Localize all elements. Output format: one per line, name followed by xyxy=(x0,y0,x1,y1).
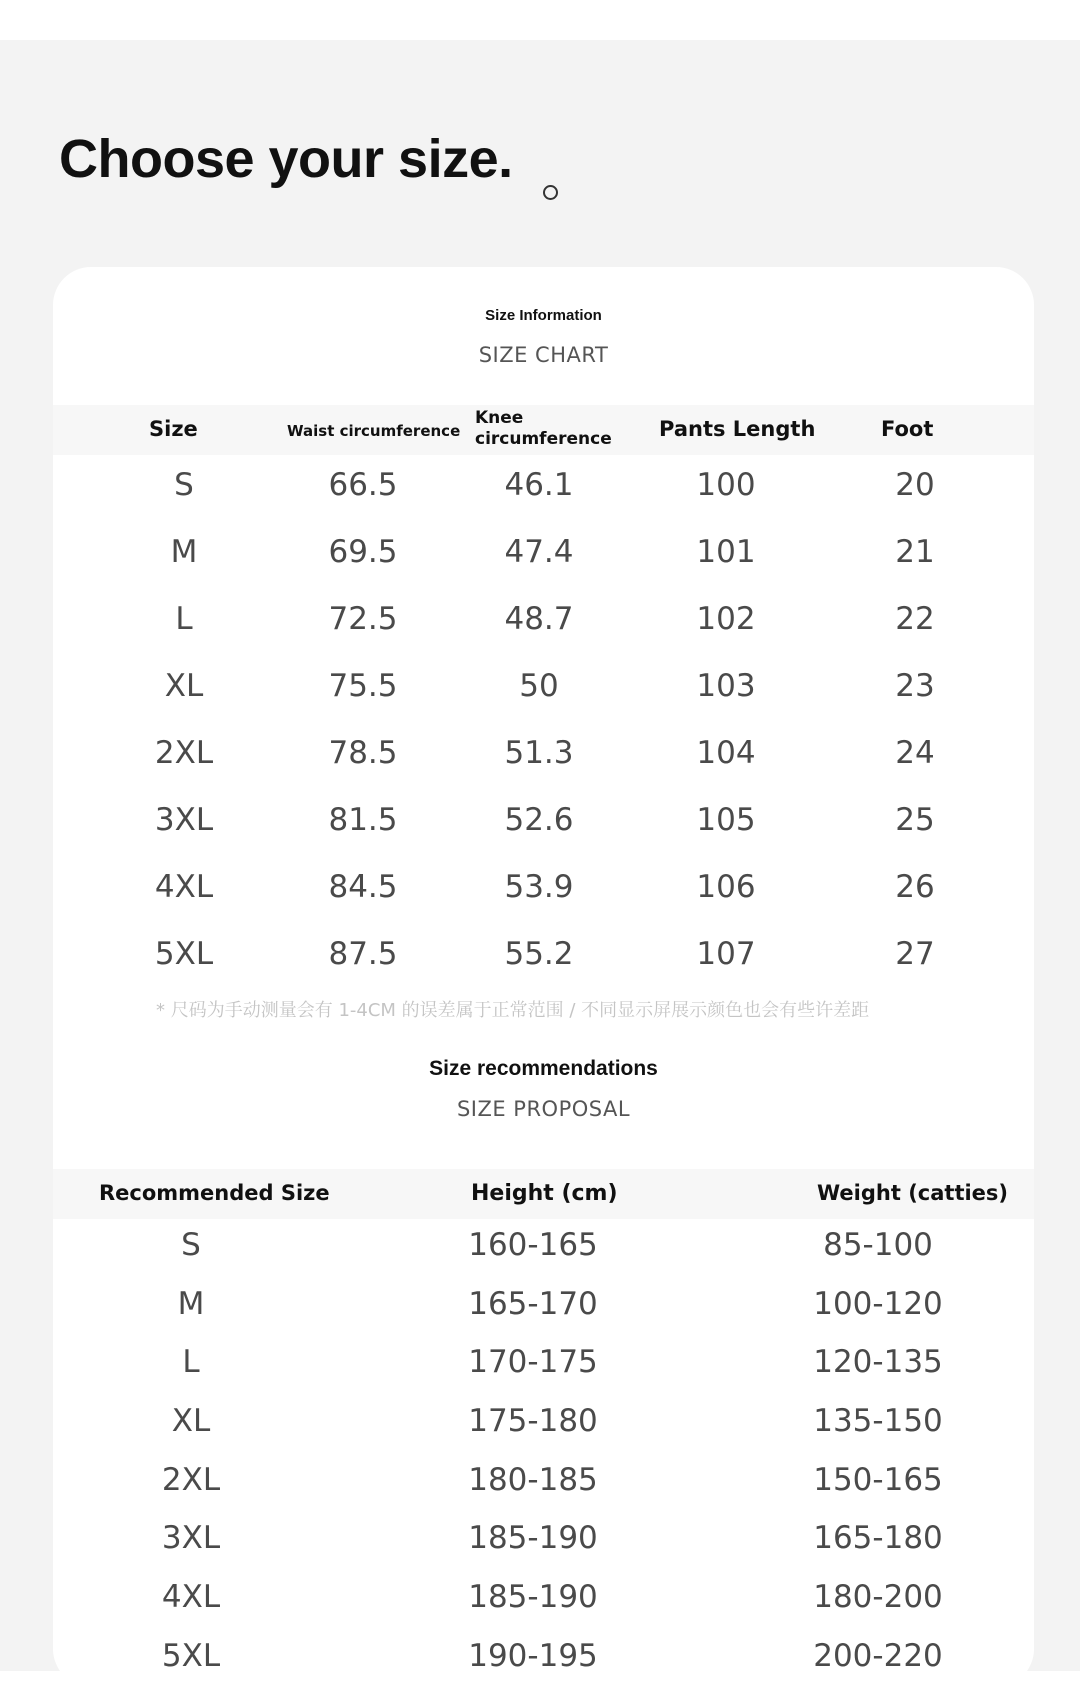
table-row xyxy=(53,1344,1034,1403)
table-row xyxy=(53,869,1034,936)
recommendations-subtitle: SIZE PROPOSAL xyxy=(456,1097,631,1121)
cell-foot: 20 xyxy=(895,467,935,503)
cell-knee: 51.3 xyxy=(504,735,574,771)
cell-waist: 84.5 xyxy=(328,869,398,905)
header-foot: Foot xyxy=(881,417,934,441)
header-knee-line2: circumference xyxy=(475,429,612,449)
cell-weight: 85-100 xyxy=(823,1227,933,1263)
cell-foot: 24 xyxy=(895,735,935,771)
cell-size: 2XL xyxy=(154,735,214,771)
cell-length: 104 xyxy=(696,735,756,771)
cell-waist: 69.5 xyxy=(328,534,398,570)
cell-weight: 180-200 xyxy=(813,1579,943,1616)
table-row xyxy=(53,1403,1034,1462)
cell-knee: 52.6 xyxy=(504,802,574,838)
cell-waist: 75.5 xyxy=(328,668,398,704)
cell-length: 105 xyxy=(696,802,756,838)
cell-height: 185-190 xyxy=(468,1579,598,1616)
cell-length: 106 xyxy=(696,869,756,905)
size-chart-header xyxy=(53,405,1034,455)
cell-height: 175-180 xyxy=(468,1403,598,1440)
table-row xyxy=(53,735,1034,802)
cell-waist: 87.5 xyxy=(328,936,398,972)
cell-weight: 135-150 xyxy=(813,1403,943,1440)
cell-recommended-size: 2XL xyxy=(161,1461,221,1498)
cell-recommended-size: 3XL xyxy=(161,1520,221,1557)
measurement-note: * 尺码为手动测量会有 1-4CM 的误差属于正常范围 / 不同显示屏展示颜色也会有些许差距 xyxy=(156,1000,870,1021)
cell-recommended-size: XL xyxy=(171,1403,211,1440)
cell-recommended-size: L xyxy=(182,1344,200,1381)
table-row xyxy=(53,601,1034,668)
header-knee-line1: Knee xyxy=(475,408,524,428)
size-chart-title: Size Information xyxy=(485,307,602,324)
cell-size: L xyxy=(175,601,193,637)
cell-recommended-size: S xyxy=(181,1227,201,1263)
header-height: Height (cm) xyxy=(471,1181,618,1206)
cell-weight: 165-180 xyxy=(813,1520,943,1557)
cell-foot: 21 xyxy=(895,534,935,570)
table-row xyxy=(53,1462,1034,1521)
table-row xyxy=(53,1520,1034,1579)
cell-length: 107 xyxy=(696,936,756,972)
cell-size: 4XL xyxy=(154,869,214,905)
header-size: Size xyxy=(149,417,198,441)
cell-waist: 78.5 xyxy=(328,735,398,771)
cell-foot: 27 xyxy=(895,936,935,972)
cell-foot: 25 xyxy=(895,802,935,838)
cell-length: 100 xyxy=(696,467,756,503)
cell-knee: 53.9 xyxy=(504,869,574,905)
cell-foot: 26 xyxy=(895,869,935,905)
recommendations-rows xyxy=(53,1227,1034,1697)
cell-knee: 46.1 xyxy=(504,467,574,503)
cell-height: 165-170 xyxy=(468,1285,598,1322)
table-row xyxy=(53,1579,1034,1638)
table-row xyxy=(53,1638,1034,1697)
cell-size: 5XL xyxy=(154,936,214,972)
cell-weight: 200-220 xyxy=(813,1637,943,1674)
cell-knee: 47.4 xyxy=(504,534,574,570)
cell-recommended-size: 4XL xyxy=(161,1579,221,1616)
cell-weight: 120-135 xyxy=(813,1344,943,1381)
cell-height: 185-190 xyxy=(468,1520,598,1557)
cell-height: 180-185 xyxy=(468,1461,598,1498)
cell-height: 170-175 xyxy=(468,1344,598,1381)
size-card xyxy=(53,267,1034,1687)
cell-foot: 22 xyxy=(895,601,935,637)
table-row xyxy=(53,467,1034,534)
cell-weight: 150-165 xyxy=(813,1461,943,1498)
table-row xyxy=(53,936,1034,1003)
cell-size: M xyxy=(170,534,198,570)
cell-waist: 66.5 xyxy=(328,467,398,503)
cell-weight: 100-120 xyxy=(813,1285,943,1322)
cell-foot: 23 xyxy=(895,668,935,704)
cell-waist: 81.5 xyxy=(328,802,398,838)
cell-size: 3XL xyxy=(154,802,214,838)
cell-size: XL xyxy=(164,668,204,704)
header-recommended-size: Recommended Size xyxy=(99,1181,330,1205)
recommendations-header xyxy=(53,1169,1034,1219)
size-chart-rows xyxy=(53,467,1034,1003)
cell-waist: 72.5 xyxy=(328,601,398,637)
header-waist: Waist circumference xyxy=(287,422,461,440)
cell-knee: 55.2 xyxy=(504,936,574,972)
table-row xyxy=(53,1227,1034,1286)
recommendations-title: Size recommendations xyxy=(429,1057,658,1080)
cell-length: 103 xyxy=(696,668,756,704)
table-row xyxy=(53,802,1034,869)
header-weight: Weight (catties) xyxy=(817,1181,1009,1205)
cell-length: 101 xyxy=(696,534,756,570)
table-row xyxy=(53,534,1034,601)
page-title: Choose your size. xyxy=(59,129,513,189)
circle-icon xyxy=(543,185,558,200)
cell-length: 102 xyxy=(696,601,756,637)
table-row xyxy=(53,668,1034,735)
table-row xyxy=(53,1286,1034,1345)
cell-knee: 48.7 xyxy=(504,601,574,637)
cell-knee: 50 xyxy=(519,668,559,704)
cell-recommended-size: M xyxy=(177,1285,205,1322)
cell-size: S xyxy=(174,467,194,503)
header-length: Pants Length xyxy=(659,417,816,441)
cell-height: 160-165 xyxy=(468,1227,598,1263)
header-knee xyxy=(475,408,612,450)
cell-recommended-size: 5XL xyxy=(161,1637,221,1674)
size-chart-subtitle: SIZE CHART xyxy=(478,343,609,367)
cell-height: 190-195 xyxy=(468,1637,598,1674)
